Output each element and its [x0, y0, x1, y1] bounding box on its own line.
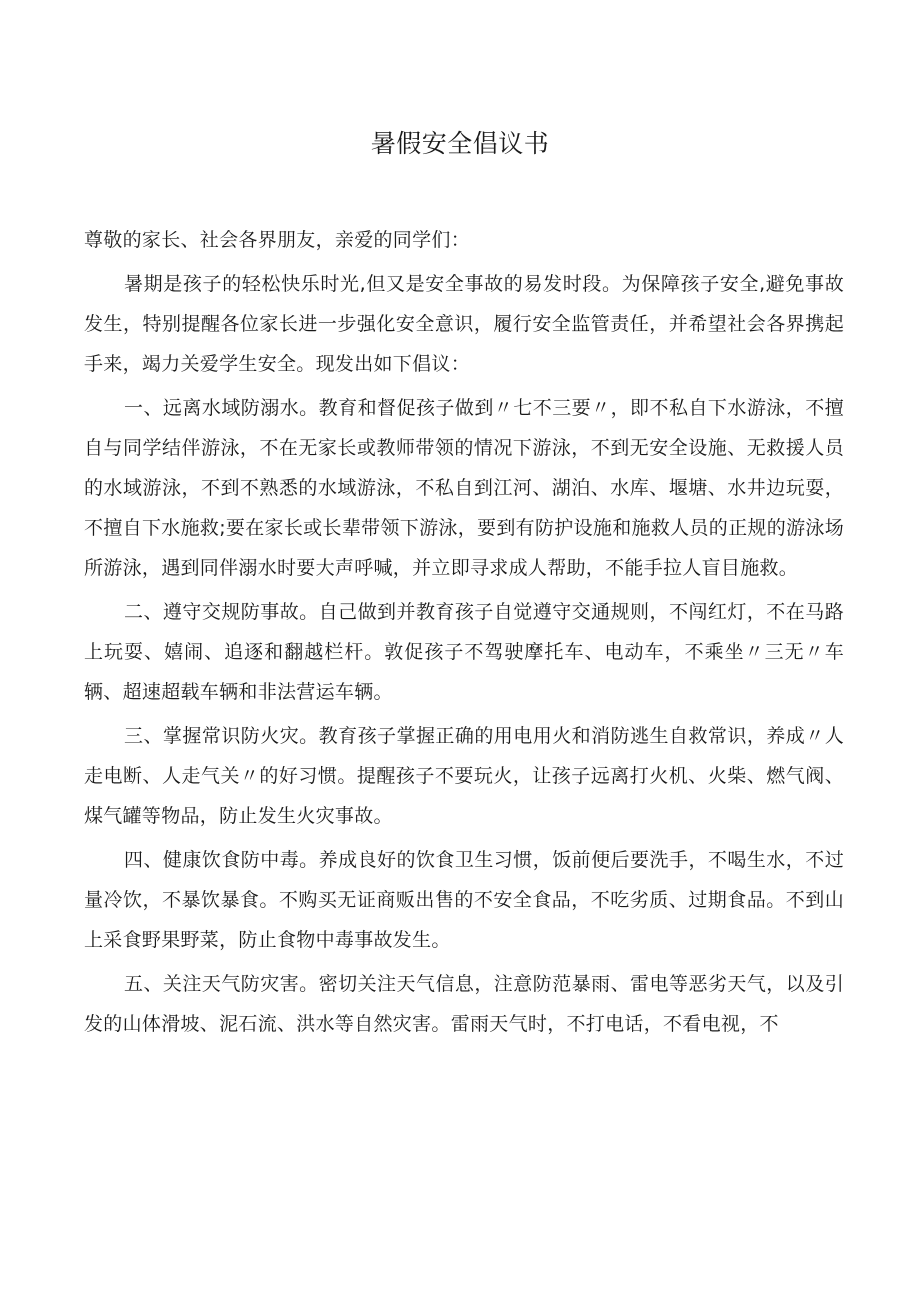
- document-body: [84, 220, 844, 1044]
- paragraph-drowning: 一、远离水域防溺水。教育和督促孩子做到〃七不三要〃，即不私自下水游泳，不擅自与同学结伴游泳，不在无家长或教师带领的情况下游泳，不到无安全设施、无救援人员的水域游泳，不到不熟悉的水域游泳，不私自到江河、湖泊、水库、堰塘、水井边玩耍，不擅自下水施救;要在家长或长辈带领下游泳，要到有防护设施和施救人员的正规的游泳场所游泳，遇到同伴溺水时要大声呼喊，并立即寻求成人帮助，不能手拉人盲目施救。: [84, 397, 844, 579]
- paragraph-intro: 暑期是孩子的轻松快乐时光,但又是安全事故的易发时段。为保障孩子安全,避免事故发生，特别提醒各位家长进一步强化安全意识，履行安全监管责任，并希望社会各界携起手来，竭力关爱学生安全。现发出如下倡议：: [84, 273, 844, 375]
- paragraph-traffic: 二、遵守交规防事故。自己做到并教育孩子自觉遵守交通规则，不闯红灯，不在马路上玩耍、嬉闹、追逐和翻越栏杆。敦促孩子不驾驶摩托车、电动车，不乘坐〃三无〃车辆、超速超载车辆和非法营运车辆。: [84, 601, 844, 703]
- salutation: 尊敬的家长、社会各界朋友，亲爱的同学们：: [84, 229, 471, 251]
- paragraph-weather: 五、关注天气防灾害。密切关注天气信息，注意防范暴雨、雷电等恶劣天气，以及引发的山体滑坡、泥石流、洪水等自然灾害。雷雨天气时，不打电话，不看电视，不: [84, 973, 844, 1035]
- paragraph-food: 四、健康饮食防中毒。养成良好的饮食卫生习惯，饭前便后要洗手，不喝生水，不过量冷饮，不暴饮暴食。不购买无证商贩出售的不安全食品，不吃劣质、过期食品。不到山上采食野果野菜，防止食物中毒事故发生。: [84, 849, 844, 951]
- paragraph-fire: 三、掌握常识防火灾。教育孩子掌握正确的用电用火和消防逃生自救常识，养成〃人走电断、人走气关〃的好习惯。提醒孩子不要玩火，让孩子远离打火机、火柴、燃气阀、煤气罐等物品，防止发生火灾事故。: [84, 725, 844, 827]
- document-title: 暑假安全倡议书: [370, 129, 550, 158]
